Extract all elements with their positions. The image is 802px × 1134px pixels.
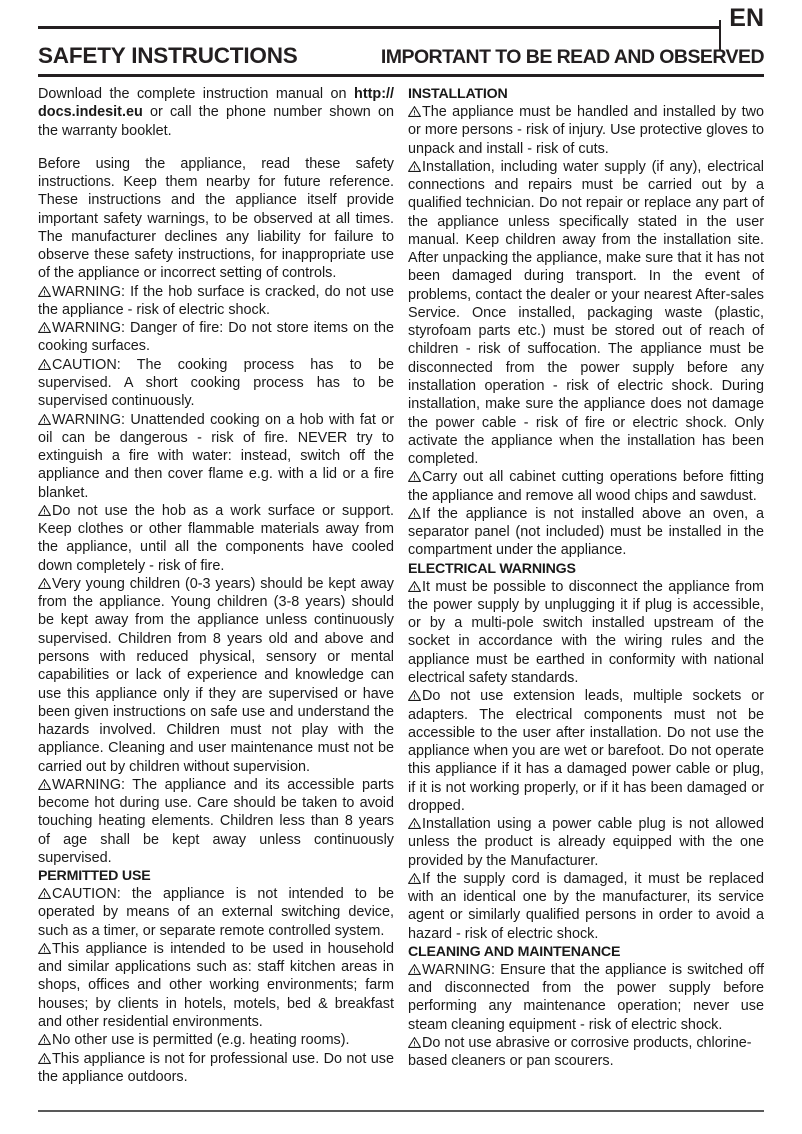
warning-text: If the supply cord is damaged, it must be replaced with an identical one by the manufacturer, its service agent or similarly qualified persons in order to avoid a hazard - risk of electric shock. [408,870,764,942]
warning-triangle-icon [38,1053,51,1064]
warning-text: CAUTION: the appliance is not intended to be operated by means of an external switching device, such as a timer, or separate remote controlled system. [38,886,394,939]
warning-triangle-icon [38,505,51,516]
warning-triangle-icon [38,1034,51,1045]
warning-text: Do not use extension leads, multiple sockets or adapters. The electrical components must not be accessible to the user after installation. Do not use the appliance when you are wet or barefoot. Do not operate this appliance if it has a damaged power cable or plug, if it is not working properly, or if it has been damaged or dropped. [408,688,764,814]
header-bottom-rule [38,74,764,77]
warning-triangle-icon [408,471,421,482]
warning-text: Do not use abrasive or corrosive products, chlorine-based cleaners or pan scourers. [408,1035,752,1070]
warning-item [408,578,764,688]
page-header [38,4,764,77]
warning-text: Installation, including water supply (if any), electrical connections and repairs must be carried out by a qualified technician. Do not repair or replace any part of the appliance unless specifically stated in the user manual. Keep children away from the installation site. After unpacking the appliance, make sure that it has not been damaged during transport. In the event of problems, contact the dealer or your nearest After-sales Service. Once installed, packaging waste (plastic, styrofoam parts etc.) must be stored out of reach of children - risk of suffocation. The appliance must be disconnected from the power supply before any installation operation - risk of electric shock. During installation, make sure the appliance does not damage the power cable - risk of fire or electric shock. Only activate the appliance when the installation has been completed. [408,158,764,468]
warning-text: WARNING: Unattended cooking on a hob with fat or oil can be dangerous - risk of fire. NEVER try to extinguish a fire with water: instead, switch off the appliance and then cover flame e.g. with a lid or a fire blanket. [38,411,394,501]
warning-triangle-icon [38,943,51,954]
warning-triangle-icon [408,964,421,975]
footer-rule [38,1110,764,1112]
warning-item [408,1034,764,1071]
warning-item [38,411,394,502]
warning-item [408,505,764,560]
warning-item [408,687,764,815]
download-text-before: Download the complete instruction manual on [38,86,355,102]
warning-triangle-icon [408,161,421,172]
warning-item [38,283,394,320]
section-heading-permitted-use: PERMITTED USE [38,868,151,885]
manual-url: http:// docs.indesit.eu [38,86,394,121]
warning-triangle-icon [408,818,421,829]
warning-triangle-icon [408,508,421,519]
warning-item [38,575,394,776]
warning-triangle-icon [38,322,51,333]
download-paragraph [38,85,394,140]
warning-text: Very young children (0-3 years) should be kept away from the appliance. Young children (3-8 years) should be kept away from the appliance unless continuously supervised. Children from 8 years old and above and persons with reduced physical, sensory or mental capabilities or lack of experience and knowledge can use this appliance only if they are supervised or have been given instructions on safe use and understand the hazards involved. Children must not play with the appliance. Cleaning and user maintenance must not be carried out by children without supervision. [38,575,394,775]
warning-text: This appliance is intended to be used in household and similar applications such as: staff kitchen areas in shops, offices and other working environments; farm houses; by clients in hotels, motels, bed & breakfast and other residential environments. [38,940,394,1031]
warning-text: This appliance is not for professional use. Do not use the appliance outdoors. [38,1050,394,1085]
warning-triangle-icon [38,779,51,790]
warning-text: CAUTION: The cooking process has to be supervised. A short cooking process has to be supervised continuously. [38,356,394,410]
page-title: SAFETY INSTRUCTIONS [38,43,298,68]
language-code: EN [729,4,764,32]
left-column [38,85,394,1086]
warning-item [38,319,394,356]
warning-text: The appliance must be handled and installed by two or more persons - risk of injury. Use protective gloves to unpack and install - risk of cuts. [408,104,764,157]
warning-text: WARNING: Danger of fire: Do not store items on the cooking surfaces. [38,320,394,355]
warning-triangle-icon [38,888,51,899]
warning-text: WARNING: If the hob surface is cracked, do not use the appliance - risk of electric shock. [38,283,394,318]
warning-triangle-icon [408,690,421,701]
warning-triangle-icon [408,581,421,592]
warning-item [38,776,394,867]
warning-triangle-icon [38,414,51,425]
warning-item [408,103,764,158]
paragraph-spacer [38,140,394,155]
warning-item [408,158,764,469]
before-using-paragraph: Before using the appliance, read these safety instructions. Keep them nearby for future reference. These instructions and the appliance itself provide important safety warnings, to be observed at all times. The manufacturer declines any liability for failure to observe these safety instructions, for inappropriate use of the appliance or incorrect setting of controls. [38,155,394,282]
warning-triangle-icon [408,873,421,884]
warning-item [38,885,394,940]
section-heading-cleaning-and-maintenance: CLEANING AND MAINTENANCE [408,943,621,960]
warning-item [408,961,764,1034]
warning-item [408,468,764,505]
warning-item [38,1031,394,1049]
section-heading-installation: INSTALLATION [408,86,508,102]
two-column-body [38,85,764,1086]
warning-text: If the appliance is not installed above an oven, a separator panel (not included) must be installed in the compartment under the appliance. [408,505,764,559]
warning-triangle-icon [408,1037,421,1048]
warning-text: No other use is permitted (e.g. heating rooms). [52,1032,350,1049]
warning-text: Carry out all cabinet cutting operations before fitting the appliance and remove all wood chips and sawdust. [408,469,764,504]
header-rule-row [38,4,764,36]
warning-text: Installation using a power cable plug is not allowed unless the product is already equipped with the one provided by the Manufacturer. [408,816,764,869]
right-column [408,85,764,1086]
warning-item [38,940,394,1031]
warning-triangle-icon [408,106,421,117]
warning-text: WARNING: Ensure that the appliance is switched off and disconnected from the power supply before performing any maintenance operation; never use steam cleaning equipment - risk of electric shock. [408,961,764,1033]
page-subtitle: IMPORTANT TO BE READ AND OBSERVED [380,46,764,68]
warning-text: It must be possible to disconnect the appliance from the power supply by unplugging it if plug is accessible, or by a multi-pole switch installed upstream of the socket in accordance with the wiring rules and the appliance must be earthed in conformity with national electrical safety standards. [408,578,764,686]
header-top-rule [38,26,720,29]
download-text-after: or call the phone number shown on the warranty booklet. [38,104,394,139]
warning-triangle-icon [38,578,51,589]
warning-text: WARNING: The appliance and its accessible parts become hot during use. Care should be taken to avoid touching heating elements. Children less than 8 years of age shall be kept away unless continuously supervised. [38,776,394,866]
warning-triangle-icon [38,359,51,370]
section-heading-electrical-warnings: ELECTRICAL WARNINGS [408,560,576,577]
warning-item [38,502,394,575]
warning-item [408,815,764,870]
warning-item [38,1050,394,1087]
warning-triangle-icon [38,286,51,297]
warning-text: Do not use the hob as a work surface or support. Keep clothes or other flammable materials away from the appliance, until all the components have cooled down completely - risk of fire. [38,502,394,574]
warning-item [408,870,764,943]
warning-item [38,356,394,411]
title-row [38,43,764,69]
